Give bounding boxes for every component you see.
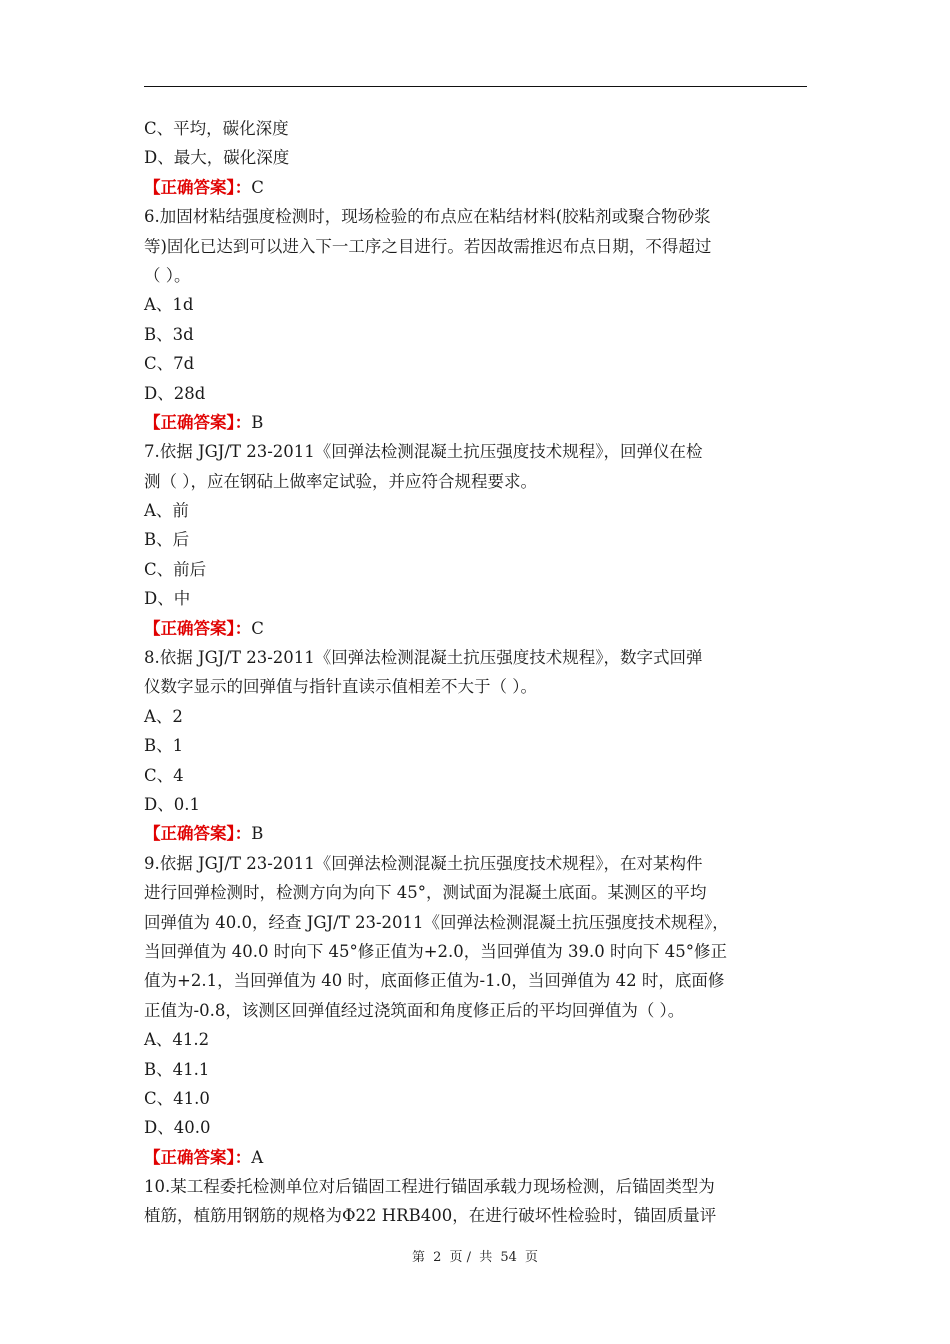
q7-option-b: B、后 (144, 530, 190, 550)
answer-label: 【正确答案】： (144, 1147, 252, 1167)
q9-option-d: D、40.0 (144, 1118, 211, 1138)
q8-option-c: C、4 (144, 765, 184, 785)
answer-value: C (251, 177, 264, 197)
answer-label: 【正确答案】： (144, 412, 252, 432)
answer-label: 【正确答案】： (144, 177, 252, 197)
question-9-line-2: 进行回弹检测时，检测方向为向下 45°，测试面为混凝土底面。某测区的平均 (144, 883, 707, 903)
option-c: C、平均，碳化深度 (144, 119, 289, 138)
page-label: 第 (411, 1250, 425, 1265)
answer-value: A (251, 1147, 264, 1167)
q6-option-c: C、7d (144, 354, 195, 374)
question-9-line-3: 回弹值为 40.0，经查 JGJ/T 23-2011《回弹法检测混凝土抗压强度技术规程》， (144, 912, 729, 932)
q6-answer-line (144, 408, 808, 437)
q9-answer-line (144, 1143, 808, 1172)
question-10-line-1: 10.某工程委托检测单位对后锚固工程进行锚固承载力现场检测，后锚固类型为 (144, 1177, 715, 1197)
q8-option-d: D、0.1 (144, 794, 200, 814)
q9-option-b: B、41.1 (144, 1059, 210, 1079)
header-rule (144, 86, 807, 87)
question-8-line-1: 8.依据 JGJ/T 23-2011《回弹法检测混凝土抗压强度技术规程》，数字式回弹 (144, 648, 703, 668)
total-pages: 54 (500, 1250, 517, 1265)
document-body (144, 114, 808, 1231)
q6-option-a: A、1d (144, 295, 194, 315)
question-6-line-1: 6.加固材粘结强度检测时，现场检验的布点应在粘结材料(胶粘剂或聚合物砂浆 (144, 207, 711, 227)
question-6-line-3: （ ）。 (144, 265, 191, 285)
q7-option-c: C、前后 (144, 559, 207, 579)
total-label: 共 (479, 1250, 493, 1265)
answer-value: B (251, 412, 264, 432)
question-6-line-2: 等)固化已达到可以进入下一工序之目进行。若因故需推迟布点日期，不得超过 (144, 236, 712, 256)
question-9-line-5: 值为+2.1，当回弹值为 40 时，底面修正值为-1.0，当回弹值为 42 时，底面修 (144, 971, 725, 991)
q8-option-b: B、1 (144, 736, 184, 756)
question-9-line-1: 9.依据 JGJ/T 23-2011《回弹法检测混凝土抗压强度技术规程》，在对某构件 (144, 853, 703, 873)
page-number: 2 (433, 1250, 442, 1265)
page-footer (0, 1246, 950, 1265)
answer-label: 【正确答案】： (144, 824, 252, 844)
answer-value: B (251, 824, 264, 844)
question-8-line-2: 仪数字显示的回弹值与指针直读示值相差不大于（ ）。 (144, 677, 537, 697)
total-unit: 页 (525, 1250, 539, 1265)
q9-option-c: C、41.0 (144, 1088, 210, 1108)
q7-option-d: D、中 (144, 589, 191, 609)
answer-line (144, 173, 808, 202)
q6-option-b: B、3d (144, 324, 194, 344)
q8-option-a: A、2 (144, 706, 183, 726)
option-d: D、最大，碳化深度 (144, 148, 290, 168)
q7-answer-line (144, 614, 808, 643)
answer-label: 【正确答案】： (144, 618, 252, 638)
question-9-line-4: 当回弹值为 40.0 时向下 45°修正值为+2.0，当回弹值为 39.0 时向下 45°修正 (144, 941, 728, 961)
answer-value: C (251, 618, 264, 638)
q9-option-a: A、41.2 (144, 1030, 210, 1050)
question-7-line-2: 测（ ），应在钢砧上做率定试验，并应符合规程要求。 (144, 471, 537, 491)
question-7-line-1: 7.依据 JGJ/T 23-2011《回弹法检测混凝土抗压强度技术规程》，回弹仪在检 (144, 442, 703, 462)
q7-option-a: A、前 (144, 501, 189, 521)
question-10-line-2: 植筋，植筋用钢筋的规格为Φ22 HRB400，在进行破坏性检验时，锚固质量评 (144, 1206, 717, 1226)
page-unit: 页 / (449, 1250, 472, 1265)
q8-answer-line (144, 819, 808, 848)
q6-option-d: D、28d (144, 383, 206, 403)
question-9-line-6: 正值为-0.8，该测区回弹值经过浇筑面和角度修正后的平均回弹值为（ ）。 (144, 1000, 685, 1020)
